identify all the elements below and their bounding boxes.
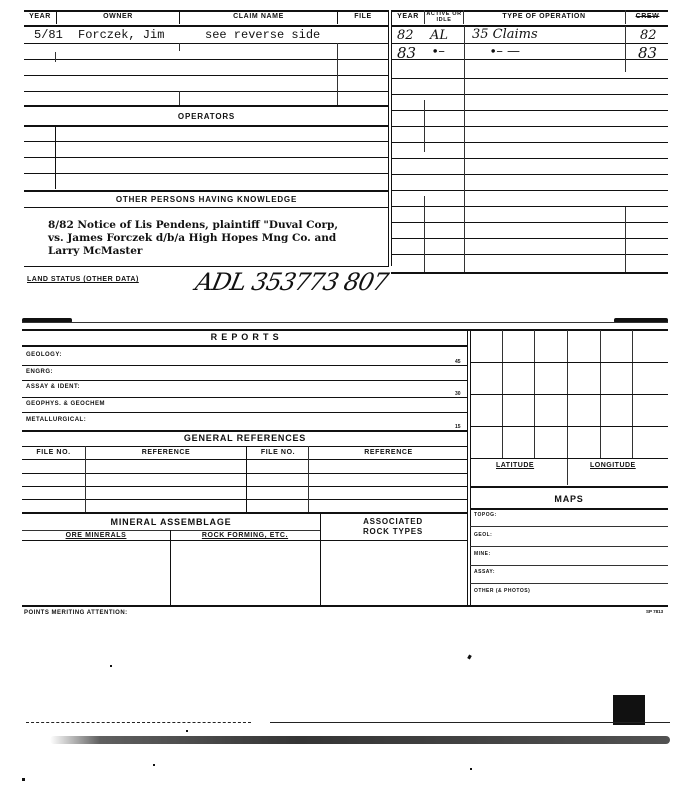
header-active-or-idle: ACTIVE OR IDLE: [426, 11, 462, 23]
report-metallurgical-num: 15: [455, 424, 461, 430]
associated-rock-types-line-2: ROCK TYPES: [362, 527, 423, 536]
report-engrg: ENGRG:: [26, 369, 53, 375]
scan-square: [613, 695, 645, 725]
report-assay-num: 30: [455, 391, 461, 397]
activity-row-2-crew: 83: [638, 44, 658, 62]
activity-row-1-status: AL: [430, 28, 449, 43]
map-other-photos: OTHER (& PHOTOS): [474, 588, 531, 594]
scan-line: [26, 722, 251, 723]
report-geophys-geochem: GEOPHYS. & GEOCHEM: [26, 401, 106, 407]
owner-row-year: 5/81: [34, 28, 63, 42]
ref-header-reference-1: REFERENCE: [141, 449, 191, 456]
latitude-label: LATITUDE: [496, 462, 535, 469]
header-crew: CREW: [635, 13, 660, 20]
header-year: YEAR: [29, 13, 51, 20]
activity-row-1-year: 82: [397, 28, 414, 43]
reports-title: R E P O R T S: [210, 332, 280, 342]
maps-title: MAPS: [554, 494, 584, 504]
ref-header-file-no-2: FILE NO.: [260, 449, 296, 456]
activity-row-2-operation: ∙– —: [490, 44, 521, 59]
associated-rock-types-line-1: ASSOCIATED: [363, 517, 423, 526]
activity-row-1-operation: 35 Claims: [472, 27, 538, 42]
scan-smudge: [50, 736, 670, 744]
other-persons-line-1: 8/82 Notice of Lis Pendens, plaintiff "Duval Corp,: [48, 219, 339, 231]
general-references-title: GENERAL REFERENCES: [183, 433, 307, 443]
activity-row-2-year: 83: [397, 44, 417, 62]
mineral-assemblage-title: MINERAL ASSEMBLAGE: [110, 517, 232, 527]
header-type-of-operation: TYPE OF OPERATION: [502, 13, 586, 20]
scan-dot: [470, 768, 472, 770]
owner-row-claim-name: see reverse side: [205, 28, 321, 42]
other-persons-line-2: vs. James Forczek d/b/a High Hopes Mng Co. and: [48, 232, 337, 244]
points-meriting-attention: POINTS MERITING ATTENTION:: [24, 610, 128, 616]
scan-dot: [22, 778, 25, 781]
operators-title: OPERATORS: [177, 112, 236, 121]
ore-minerals-header: ORE MINERALS: [65, 532, 127, 539]
other-persons-title: OTHER PERSONS HAVING KNOWLEDGE: [115, 195, 298, 204]
report-geology: GEOLOGY:: [26, 352, 62, 358]
land-status-value: ADL 353773 807: [193, 268, 391, 296]
scan-dot: [186, 730, 188, 732]
scan-dot: [467, 655, 472, 660]
map-topog: TOPOG:: [474, 512, 497, 518]
scan-dot: [110, 665, 112, 667]
rock-forming-header: ROCK FORMING, ETC.: [201, 532, 289, 539]
scan-dot: [153, 764, 155, 766]
report-geology-num: 45: [455, 359, 461, 365]
report-metallurgical: METALLURGICAL:: [26, 417, 87, 423]
form-code: SP 7813: [646, 609, 664, 614]
longitude-label: LONGITUDE: [590, 462, 636, 469]
map-geol: GEOL:: [474, 532, 493, 538]
activity-row-2-status: ∙–: [432, 44, 445, 59]
map-mine: MINE:: [474, 551, 491, 557]
land-status-label: LAND STATUS (OTHER DATA): [27, 276, 139, 283]
map-assay: ASSAY:: [474, 569, 496, 575]
header-owner: OWNER: [103, 13, 133, 20]
other-persons-line-3: Larry McMaster: [48, 245, 143, 257]
header-file: FILE: [354, 13, 372, 20]
ref-header-file-no-1: FILE NO.: [36, 449, 71, 456]
header-claim-name: CLAIM NAME: [233, 13, 284, 20]
header-activity-year: YEAR: [397, 13, 419, 20]
ref-header-reference-2: REFERENCE: [364, 449, 413, 456]
report-assay-ident: ASSAY & IDENT:: [26, 384, 81, 390]
owner-row-owner: Forczek, Jim: [78, 28, 165, 42]
scan-line: [270, 722, 670, 723]
activity-row-1-crew: 82: [640, 28, 657, 43]
